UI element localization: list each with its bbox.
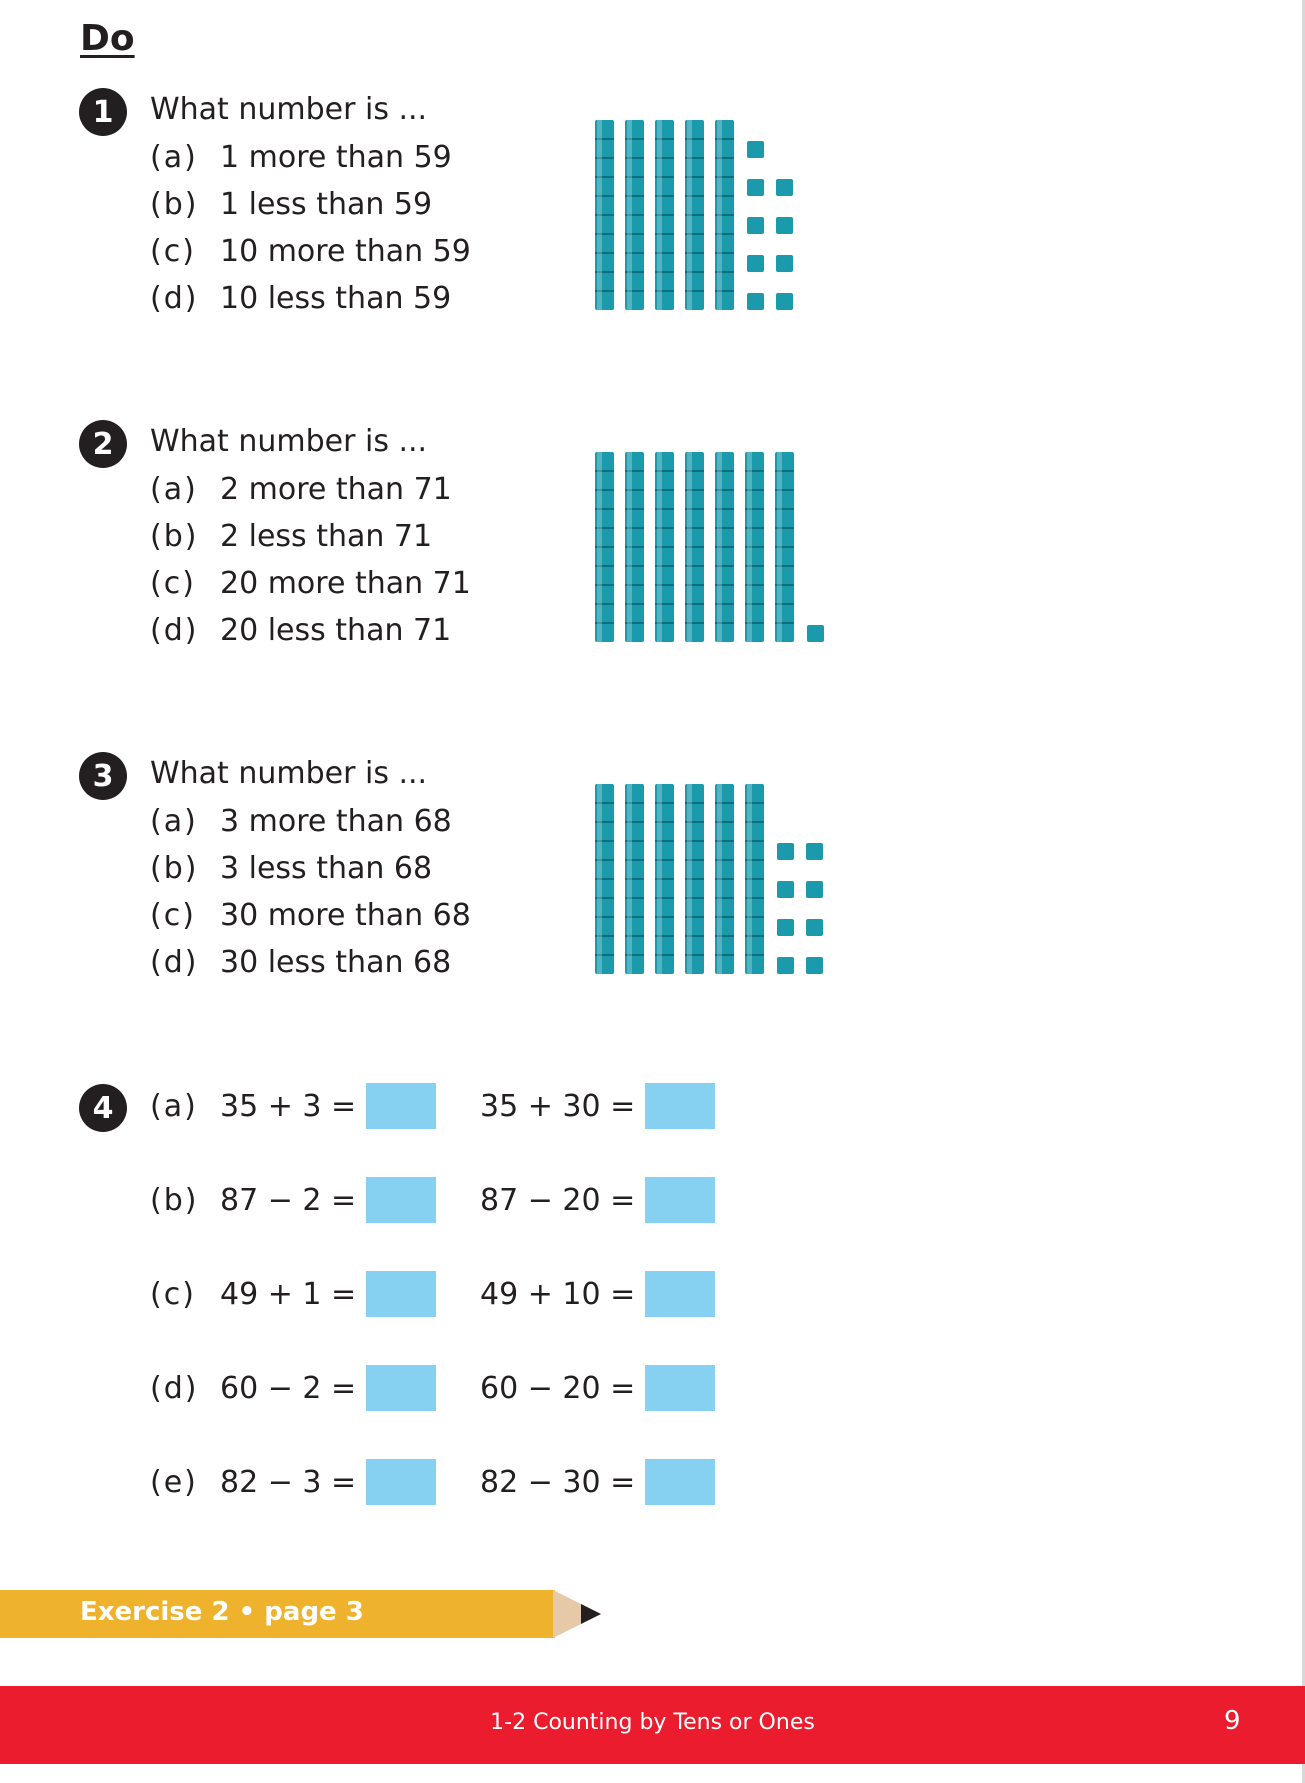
item-label: (a)	[150, 1088, 198, 1124]
one-cube	[747, 179, 764, 196]
item-label: (c)	[150, 566, 196, 601]
q4-a-left	[150, 1083, 436, 1129]
ten-rod	[655, 452, 674, 642]
question-number-4: 4	[79, 1084, 127, 1132]
ten-rod	[685, 452, 704, 642]
one-cube	[747, 293, 764, 310]
equation-text: 49 + 10 =	[480, 1276, 636, 1312]
one-cube	[777, 919, 794, 936]
one-cube	[777, 881, 794, 898]
exercise-reference: Exercise 2 • page 3	[80, 1597, 364, 1627]
q4-d-left	[150, 1365, 436, 1411]
equation-text: 35 + 3 =	[220, 1088, 357, 1124]
q4-e-right	[480, 1459, 715, 1505]
question-2-item-b	[150, 519, 432, 554]
item-text: 10 more than 59	[220, 234, 471, 269]
q4-b-right	[480, 1177, 715, 1223]
item-label: (c)	[150, 234, 196, 269]
equation-text: 87 − 2 =	[220, 1182, 357, 1218]
one-cube	[776, 255, 793, 272]
question-number-1: 1	[79, 88, 127, 136]
item-label: (c)	[150, 1276, 196, 1312]
footer-title: 1-2 Counting by Tens or Ones	[490, 1710, 815, 1735]
answer-box[interactable]	[645, 1365, 715, 1411]
q4-c-right	[480, 1271, 715, 1317]
pencil-tip-icon	[553, 1590, 603, 1638]
ten-rod	[595, 120, 614, 310]
ten-rod	[655, 784, 674, 974]
ten-rod	[655, 120, 674, 310]
item-label: (a)	[150, 804, 198, 839]
item-label: (d)	[150, 945, 199, 980]
equation-text: 60 − 20 =	[480, 1370, 636, 1406]
ten-rod	[715, 784, 734, 974]
one-cube	[806, 881, 823, 898]
question-1-item-c	[150, 234, 471, 269]
item-label: (c)	[150, 898, 196, 933]
question-2-prompt: What number is ...	[150, 424, 428, 459]
answer-box[interactable]	[366, 1271, 436, 1317]
q4-d-right	[480, 1365, 715, 1411]
ten-rod	[595, 784, 614, 974]
question-3-item-a	[150, 804, 452, 839]
equation-text: 87 − 20 =	[480, 1182, 636, 1218]
question-1-item-a	[150, 140, 452, 175]
question-number-2: 2	[79, 420, 127, 468]
answer-box[interactable]	[366, 1365, 436, 1411]
answer-box[interactable]	[645, 1083, 715, 1129]
item-text: 2 more than 71	[220, 472, 452, 507]
item-label: (a)	[150, 472, 198, 507]
ten-rod	[595, 452, 614, 642]
q4-b-left	[150, 1177, 436, 1223]
ten-rod	[625, 784, 644, 974]
one-cube	[777, 843, 794, 860]
item-label: (b)	[150, 519, 199, 554]
item-label: (b)	[150, 851, 199, 886]
ten-rod	[685, 784, 704, 974]
one-cube	[776, 217, 793, 234]
answer-box[interactable]	[366, 1459, 436, 1505]
one-cube	[806, 843, 823, 860]
item-label: (b)	[150, 1182, 199, 1218]
item-text: 10 less than 59	[220, 281, 452, 316]
question-2-item-d	[150, 613, 451, 648]
equation-text: 82 − 30 =	[480, 1464, 636, 1500]
ten-rod	[715, 120, 734, 310]
answer-box[interactable]	[645, 1271, 715, 1317]
ten-rod	[745, 452, 764, 642]
item-text: 20 more than 71	[220, 566, 471, 601]
equation-text: 49 + 1 =	[220, 1276, 357, 1312]
question-3-item-d	[150, 945, 451, 980]
item-text: 3 less than 68	[220, 851, 433, 886]
q4-e-left	[150, 1459, 436, 1505]
item-text: 1 less than 59	[220, 187, 433, 222]
answer-box[interactable]	[366, 1083, 436, 1129]
base-ten-blocks-59	[595, 120, 855, 315]
item-label: (d)	[150, 1370, 199, 1406]
ten-rod	[685, 120, 704, 310]
item-text: 1 more than 59	[220, 140, 452, 175]
item-label: (a)	[150, 140, 198, 175]
question-2-item-a	[150, 472, 452, 507]
ten-rod	[745, 784, 764, 974]
ten-rod	[715, 452, 734, 642]
one-cube	[747, 141, 764, 158]
answer-box[interactable]	[645, 1459, 715, 1505]
equation-text: 60 − 2 =	[220, 1370, 357, 1406]
item-label: (b)	[150, 187, 199, 222]
question-3-item-c	[150, 898, 471, 933]
item-text: 30 more than 68	[220, 898, 471, 933]
one-cube	[806, 957, 823, 974]
ten-rod	[625, 452, 644, 642]
answer-box[interactable]	[645, 1177, 715, 1223]
item-text: 20 less than 71	[220, 613, 452, 648]
one-cube	[747, 255, 764, 272]
page-number: 9	[1224, 1706, 1241, 1736]
q4-c-left	[150, 1271, 436, 1317]
question-3-prompt: What number is ...	[150, 756, 428, 791]
one-cube	[747, 217, 764, 234]
q4-a-right	[480, 1083, 715, 1129]
item-label: (e)	[150, 1464, 198, 1500]
question-2-item-c	[150, 566, 471, 601]
one-cube	[776, 293, 793, 310]
one-cube	[806, 919, 823, 936]
one-cube	[777, 957, 794, 974]
base-ten-blocks-68	[595, 784, 855, 979]
item-text: 3 more than 68	[220, 804, 452, 839]
item-text: 30 less than 68	[220, 945, 452, 980]
equation-text: 82 − 3 =	[220, 1464, 357, 1500]
ten-rod	[775, 452, 794, 642]
question-3-item-b	[150, 851, 432, 886]
one-cube	[776, 179, 793, 196]
question-number-3: 3	[79, 752, 127, 800]
question-1-prompt: What number is ...	[150, 92, 428, 127]
answer-box[interactable]	[366, 1177, 436, 1223]
base-ten-blocks-71	[595, 452, 855, 647]
ten-rod	[625, 120, 644, 310]
section-heading: Do	[80, 18, 135, 59]
equation-text: 35 + 30 =	[480, 1088, 636, 1124]
item-text: 2 less than 71	[220, 519, 433, 554]
item-label: (d)	[150, 613, 199, 648]
question-1-item-b	[150, 187, 432, 222]
question-1-item-d	[150, 281, 451, 316]
one-cube	[807, 625, 824, 642]
item-label: (d)	[150, 281, 199, 316]
